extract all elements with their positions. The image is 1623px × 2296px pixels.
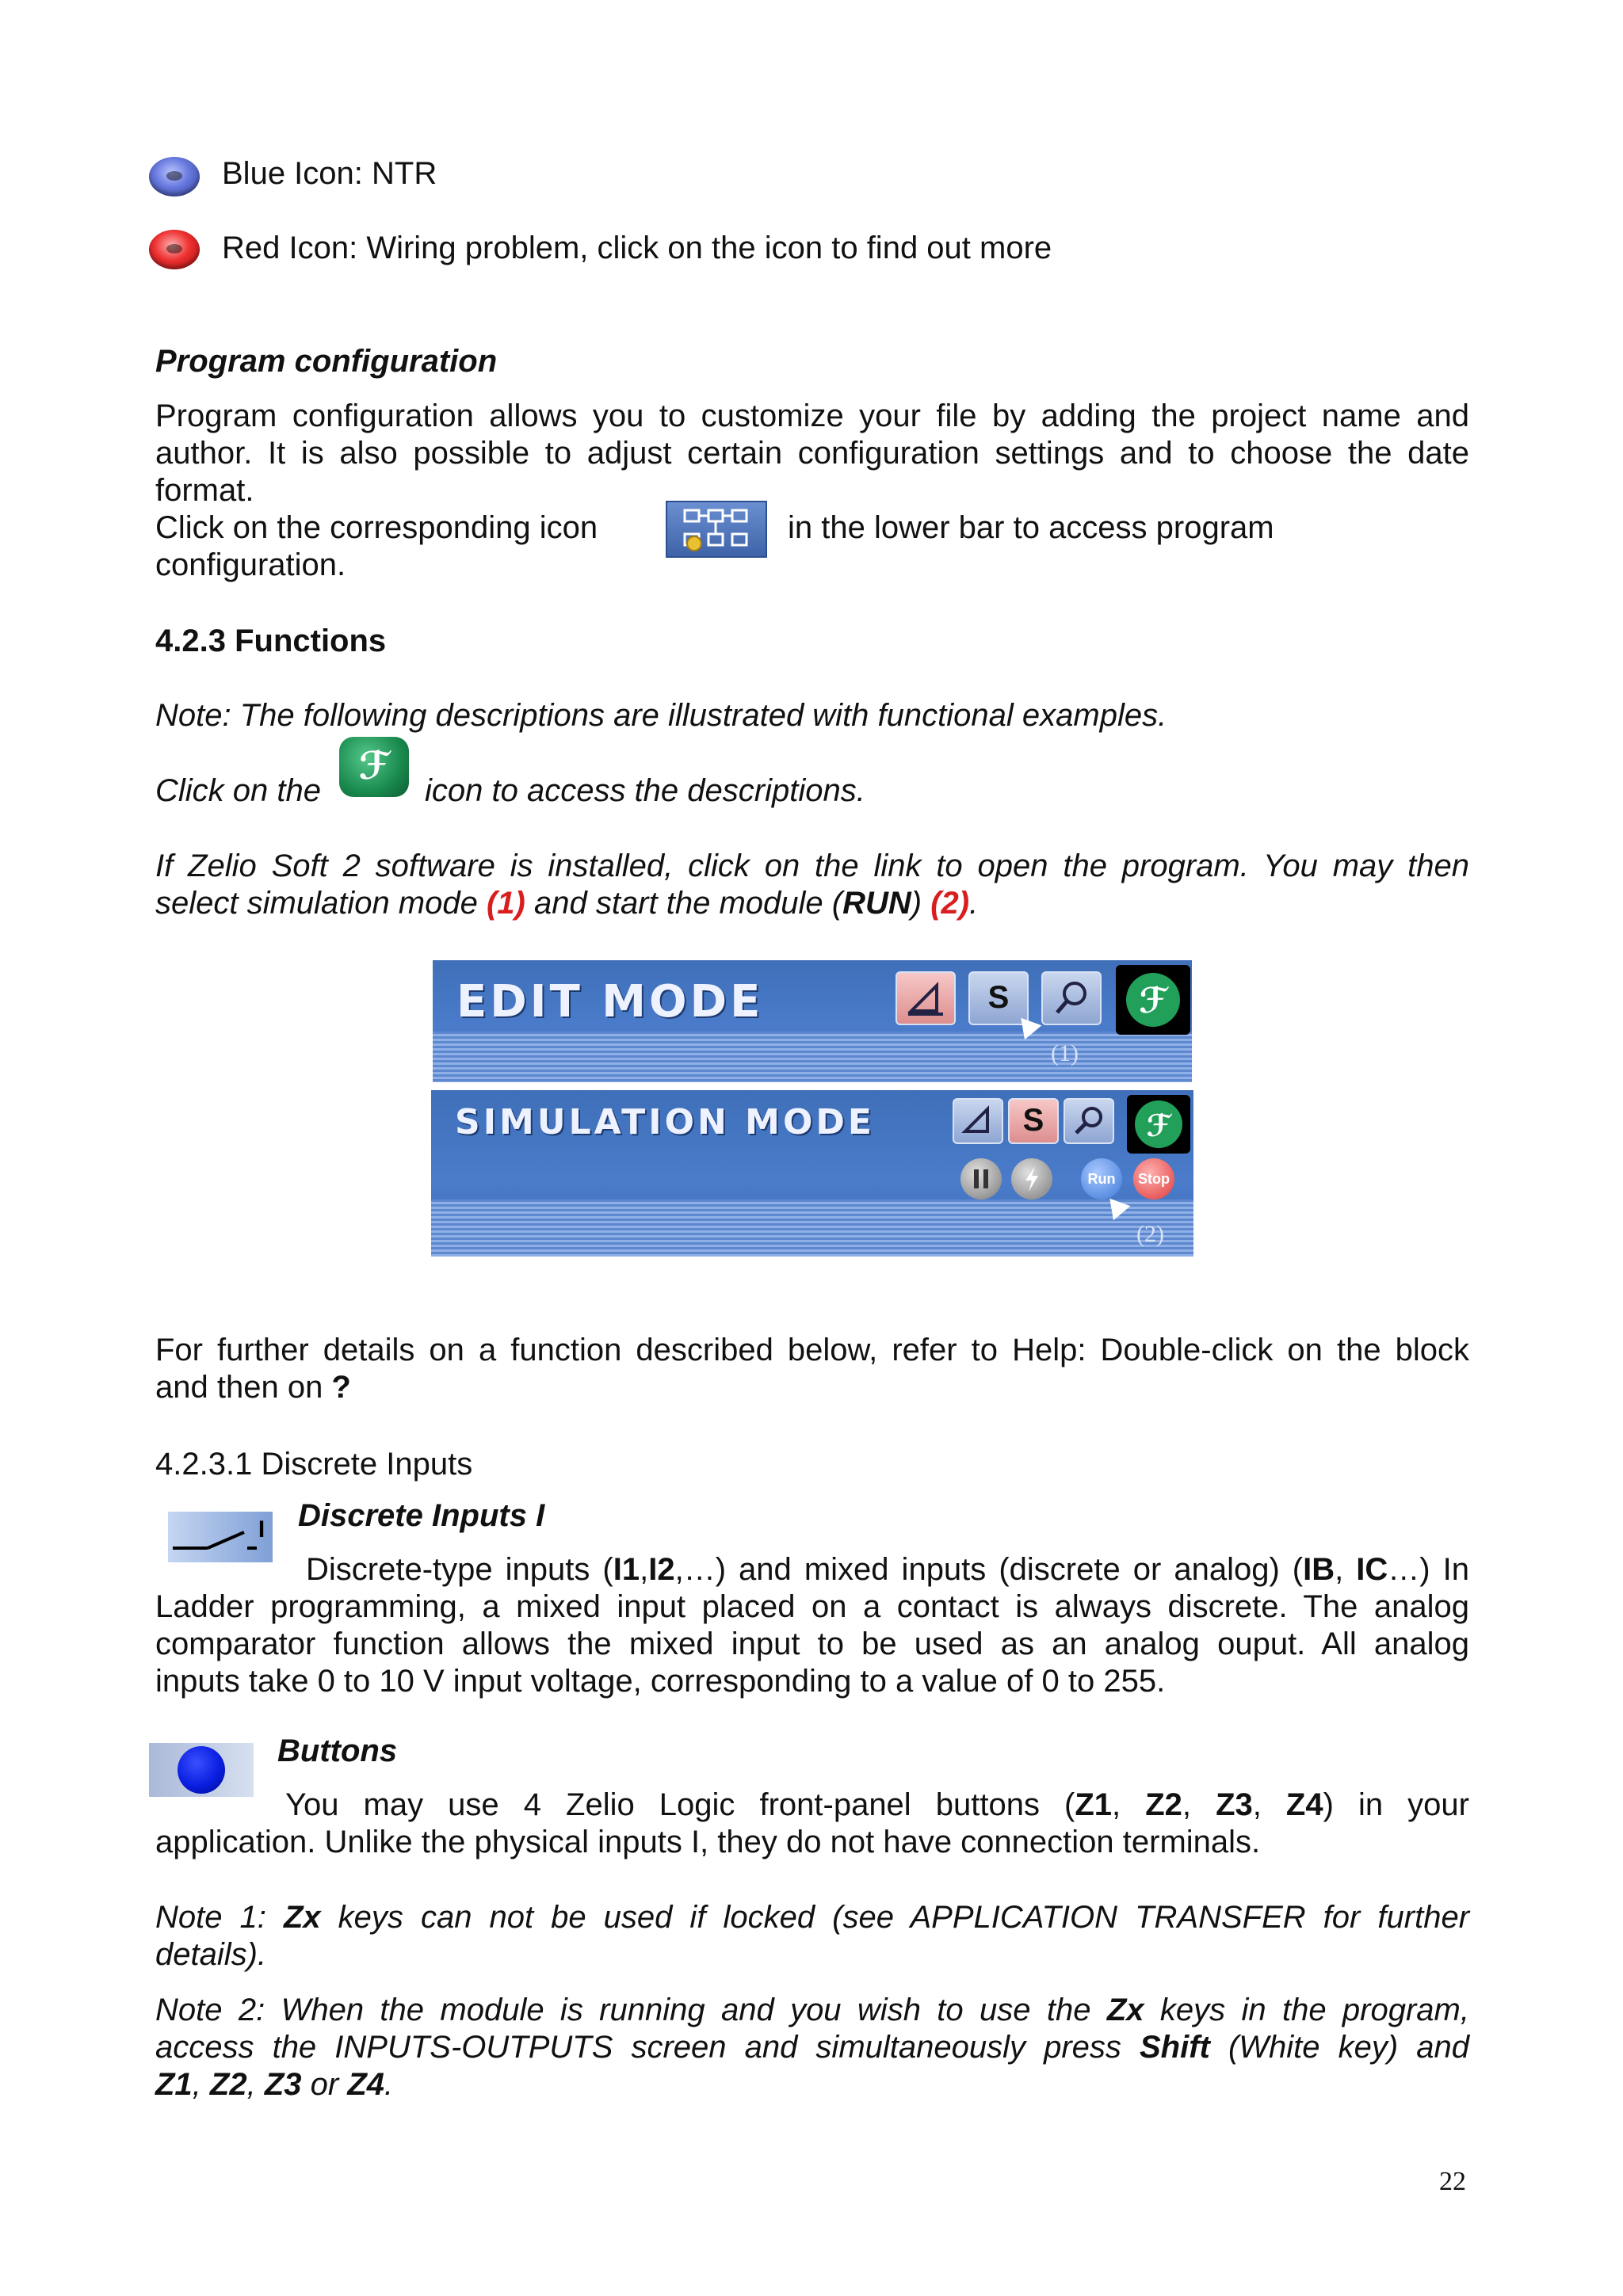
ruler-edit-button[interactable]: [896, 971, 956, 1025]
sim-magnifier-icon[interactable]: [1064, 1098, 1114, 1144]
di-line-3: comparator function allows the mixed input to be used as an analog ouput. All analog: [155, 1627, 1469, 1661]
discrete-inputs-section: 4.2.3.1 Discrete Inputs: [155, 1447, 473, 1482]
config-click-after: in the lower bar to access program: [788, 510, 1274, 545]
stop-button[interactable]: Stop: [1133, 1158, 1174, 1199]
run-button[interactable]: Run: [1081, 1158, 1122, 1199]
buttons-line-1: You may use 4 Zelio Logic front-panel buttons (Z1, Z2, Z3, Z4) in your: [285, 1787, 1469, 1822]
edit-mode-title: EDIT MODE: [456, 976, 764, 1028]
power-cut-icon[interactable]: [1011, 1158, 1052, 1199]
zelio-soft-icon[interactable]: ℱ: [339, 737, 409, 797]
note-2-line-3: Z1, Z2, Z3 or Z4.: [155, 2067, 394, 2102]
program-configuration-heading: Program configuration: [155, 344, 498, 379]
pause-icon[interactable]: [960, 1158, 1002, 1199]
simulation-mode-panel: [431, 1090, 1193, 1257]
run-text: RUN: [842, 886, 911, 921]
simulation-mode-title: SIMULATION MODE: [455, 1102, 875, 1142]
program-configuration-icon[interactable]: [666, 501, 767, 558]
di-line-4: inputs take 0 to 10 V input voltage, corresponding to a value of 0 to 255.: [155, 1664, 1166, 1699]
help-line-2: and then on ?: [155, 1370, 351, 1405]
help-line-1: For further details on a function described below, refer to Help: Double-click on the block: [155, 1333, 1469, 1367]
ruler-sim-button[interactable]: [953, 1098, 1003, 1144]
config-click-end: configuration.: [155, 547, 346, 582]
sim-zelio-logo-icon[interactable]: [1127, 1095, 1190, 1154]
svg-text:ℱ: ℱ: [1146, 1108, 1171, 1143]
simulation-s-button[interactable]: S: [968, 971, 1029, 1025]
marker-1: (1): [486, 886, 525, 921]
body-line-2: author. It is also possible to adjust certain configuration settings and to choose the date: [155, 436, 1469, 471]
red-status-icon[interactable]: [149, 230, 200, 269]
buttons-body: [155, 1787, 1469, 1861]
note-1-line-1: Note 1: Zx keys can not be used if locked (see APPLICATION TRANSFER for further: [155, 1900, 1470, 1935]
zelio-line-1: If Zelio Soft 2 software is installed, click on the link to open the program. You may then: [155, 849, 1469, 883]
svg-text:I: I: [258, 1516, 265, 1543]
callout-2: (2): [1136, 1221, 1164, 1247]
note-1: [155, 1899, 1469, 1974]
discrete-inputs-body: [155, 1551, 1469, 1700]
zelio-paragraph: [155, 848, 1469, 922]
blue-icon-label: Blue Icon: NTR: [222, 156, 437, 191]
note-2-line-1: Note 2: When the module is running and you wish to use the Zx keys in the program,: [155, 1993, 1469, 2027]
note-2: [155, 1992, 1469, 2103]
config-click-before: Click on the corresponding icon: [155, 510, 598, 545]
zelio-line-2: select simulation mode (1) and start the module (RUN) (2).: [155, 886, 979, 921]
svg-text:ℱ: ℱ: [1139, 981, 1167, 1021]
functions-heading: 4.2.3 Functions: [155, 624, 387, 658]
zelio-logo-icon[interactable]: [1116, 965, 1190, 1035]
functions-note: Note: The following descriptions are illustrated with functional examples.: [155, 698, 1167, 733]
blue-status-icon: [149, 157, 200, 196]
di-line-2: Ladder programming, a mixed input placed on a contact is always discrete. The analog: [155, 1589, 1469, 1624]
simulation-mode-stripes: [431, 1199, 1193, 1257]
sim-s-button[interactable]: S: [1008, 1098, 1059, 1144]
body-line-1: Program configuration allows you to customize your file by adding the project name and: [155, 399, 1469, 433]
functions-click-after: icon to access the descriptions.: [425, 773, 865, 808]
di-line-1: Discrete-type inputs (I1,I2,…) and mixed inputs (discrete or analog) (IB, IC…) In: [306, 1552, 1469, 1587]
buttons-line-2: application. Unlike the physical inputs I, they do not have connection terminals.: [155, 1825, 1261, 1859]
discrete-inputs-heading: Discrete Inputs I: [298, 1498, 545, 1533]
marker-2: (2): [930, 886, 970, 921]
page-number: 22: [1439, 2167, 1466, 2196]
buttons-heading: Buttons: [277, 1733, 398, 1768]
note-2-line-2: access the INPUTS-OUTPUTS screen and simultaneously press Shift (White key) and: [155, 2030, 1470, 2065]
note-1-line-2: details).: [155, 1937, 267, 1972]
callout-1: (1): [1051, 1040, 1079, 1066]
help-paragraph: [155, 1332, 1469, 1406]
help-question-mark: ?: [331, 1370, 351, 1405]
red-icon-label: Red Icon: Wiring problem, click on the icon to find out more: [222, 231, 1052, 265]
functions-click-before: Click on the: [155, 773, 321, 808]
magnifier-icon[interactable]: [1041, 971, 1102, 1025]
edit-mode-panel: [433, 960, 1192, 1082]
body-line-3: format.: [155, 473, 254, 508]
program-configuration-body: [155, 398, 1469, 509]
